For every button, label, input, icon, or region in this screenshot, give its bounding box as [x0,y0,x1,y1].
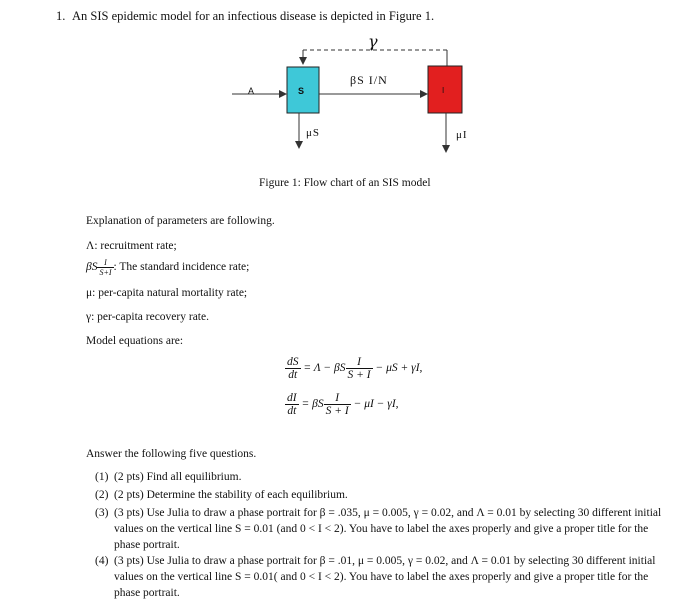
param-mu: μ: per-capita natural mortality rate; [86,287,248,299]
question-item [95,469,665,485]
i-box-label: I [442,86,445,95]
eq2-mid: = βS [301,398,324,411]
problem-title: An SIS epidemic model for an infectious disease is depicted in Figure 1. [72,9,435,23]
question-text: (3 pts) Use Julia to draw a phase portrait for β = .01, μ = 0.005, γ = 0.02, and Λ = 0.01 by selecting 30 different initial values on the vertical line S = 0.01( and 0 < I < 2). You have to label the axes properly and give a proper title for the phase portrait. [114,555,656,599]
question-text: (3 pts) Use Julia to draw a phase portrait for β = .035, μ = 0.005, γ = 0.02, and Λ = 0.01 by selecting 30 different initial values on the vertical line S = 0.01 (and 0 < I < 2). You have to label the axes properly and give a proper title for the phase portrait. [114,507,662,551]
incidence-text: : The standard incidence rate; [113,261,250,274]
eq2-frac-den: S + I [325,405,349,417]
question-item [95,553,665,601]
equation-di [285,392,399,417]
question-item [95,505,665,553]
explanation-heading: Explanation of parameters are following. [86,215,275,227]
param-lambda: Λ: recruitment rate; [86,240,177,252]
question-text: (2 pts) Determine the stability of each equilibrium. [114,489,348,501]
eq2-tail: − μI − γI, [353,398,399,411]
s-box-label: S [298,86,305,96]
incidence-label: βS I/N [350,73,388,87]
param-gamma: γ: per-capita recovery rate. [86,311,209,323]
incidence-den: S+I [99,268,112,277]
eq2-lhs-num: dI [287,392,297,404]
question-text: (2 pts) Find all equilibrium. [114,471,242,483]
incidence-num: I [97,258,113,268]
eq1-lhs-num: dS [287,356,299,368]
eq2-lhs-den: dt [287,405,297,417]
questions-intro: Answer the following five questions. [86,448,257,460]
question-number: (4) [95,555,109,567]
eq1-lhs-den: dt [288,369,298,381]
i-compartment-box [428,66,462,113]
model-heading: Model equations are: [86,335,184,347]
gamma-label: γ [368,32,378,51]
equation-ds [285,356,422,381]
problem-number: 1. [56,9,66,23]
lambda-label: A [248,86,255,96]
question-number: (1) [95,471,109,483]
eq1-frac-num: I [346,356,373,369]
incidence-prefix: βS [86,261,98,274]
sis-flow-chart [0,0,700,200]
mu-s-label: μS [306,127,321,139]
eq1-tail: − μS + γI, [375,362,423,375]
question-number: (2) [95,489,109,501]
param-incidence [86,258,249,277]
eq1-mid: = Λ − βS [303,362,346,375]
eq1-frac-den: S + I [347,369,371,381]
question-number: (3) [95,507,109,519]
eq2-frac-num: I [324,392,351,405]
mu-i-label: μI [456,129,468,141]
question-item [95,487,665,503]
figure-caption: Figure 1: Flow chart of an SIS model [259,177,431,189]
